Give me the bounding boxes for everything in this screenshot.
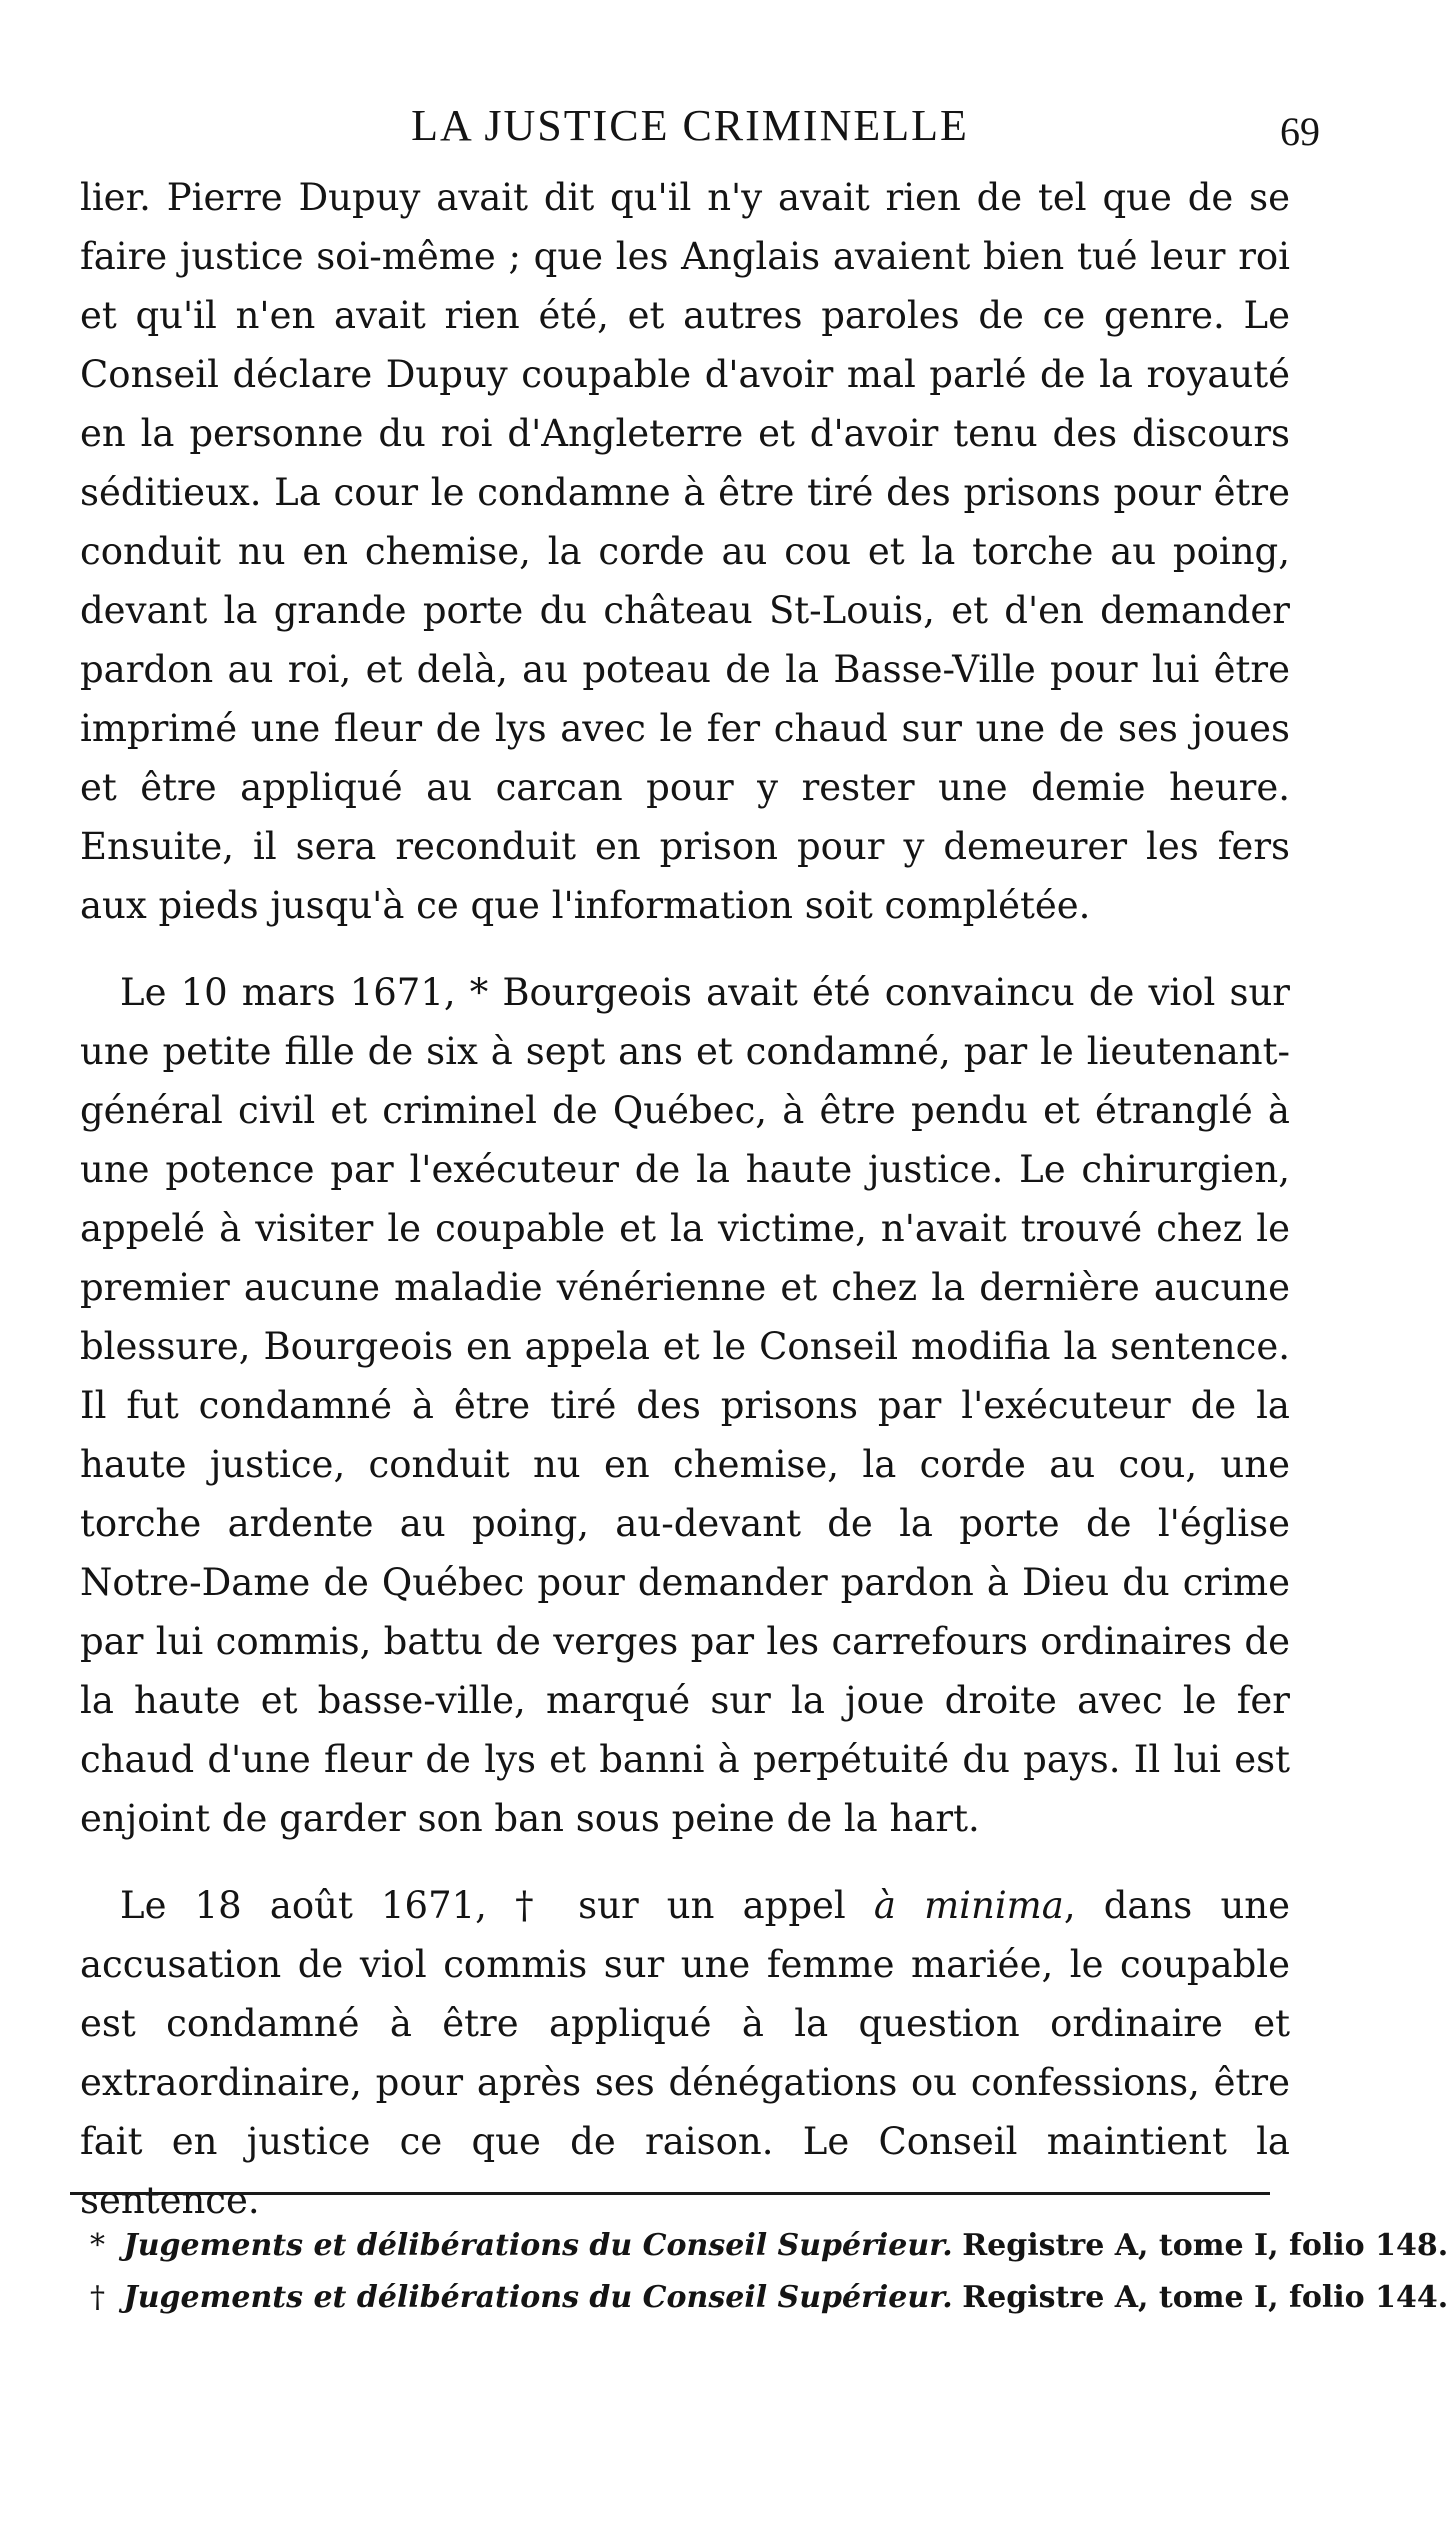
paragraph-continued: lier. Pierre Dupuy avait dit qu'il n'y avait rien de tel que de se faire justice soi-même ; que les Anglais avaient bien tué leur roi et qu'il n'en avait rien été, et autres paroles de ce genre. Le Conseil déclare Dupuy coupable d'avoir mal parlé de la royauté en la personne du roi d'Angleterre et d'avoir tenu des discours séditieux. La cour le condamne à être tiré des prisons pour être conduit nu en chemise, la corde au cou et la torche au poing, devant la grande porte du château St-Louis, et d'en demander pardon au roi, et delà, au poteau de la Basse-Ville pour lui être imprimé une fleur de lys avec le fer chaud sur une de ses joues et être appliqué au carcan pour y rester une demie heure. Ensuite, il sera reconduit en prison pour y demeurer les fers aux pieds jusqu'à ce que l'information soit complétée.	[80, 176, 1290, 927]
footnote-mark: †	[90, 2280, 105, 2315]
paragraph-appeal-latin-term: à minima	[873, 1884, 1064, 1927]
body-text	[80, 168, 1290, 2258]
running-title: LA JUSTICE CRIMINELLE	[411, 101, 969, 150]
footnote-1	[90, 2220, 1449, 2272]
paragraph-bourgeois: Le 10 mars 1671, * Bourgeois avait été convaincu de viol sur une petite fille de six à sept ans et condamné, par le lieutenant-général civil et criminel de Québec, à être pendu et étranglé à une potence par l'exécuteur de la haute justice. Le chirurgien, appelé à visiter le coupable et la victime, n'avait trouvé chez le premier aucune maladie vénérienne et chez la dernière aucune blessure, Bourgeois en appela et le Conseil modifia la sentence. Il fut condamné à être tiré des prisons par l'exécuteur de la haute justice, conduit nu en chemise, la corde au cou, une torche ardente au poing, au-devant de la porte de l'église Notre-Dame de Québec pour demander pardon à Dieu du crime par lui commis, battu de verges par les carrefours ordinaires de la haute et basse-ville, marqué sur la joue droite avec le fer chaud d'une fleur de lys et banni à perpétuité du pays. Il lui est enjoint de garder son ban sous peine de la hart.	[80, 971, 1290, 1840]
paragraph-appeal	[80, 1876, 1290, 2230]
running-head	[70, 100, 1320, 160]
footnote-mark: *	[90, 2228, 105, 2263]
page-number: 69	[1280, 109, 1320, 154]
footnote-source: Jugements et délibérations du Conseil Supérieur.	[123, 2228, 953, 2263]
paragraph-appeal-text-after: , dans une accusation de viol commis sur une femme mariée, le coupable est condamné à être appliqué à la question ordinaire et extraordinaire, pour après ses dénégations ou confessions, être fait en justice ce que de raison. Le Conseil maintient la sentence.	[80, 1884, 1290, 2222]
footnote-source: Jugements et délibérations du Conseil Supérieur.	[123, 2280, 953, 2315]
footnotes	[90, 2220, 1449, 2324]
footnote-rule	[70, 2192, 1270, 2195]
footnote-reference: Registre A, tome I, folio 148.	[962, 2228, 1449, 2263]
paragraph-appeal-text-before: Le 18 août 1671, † sur un appel	[120, 1884, 874, 1927]
footnote-reference: Registre A, tome I, folio 144.	[962, 2280, 1449, 2315]
footnote-2	[90, 2272, 1449, 2324]
